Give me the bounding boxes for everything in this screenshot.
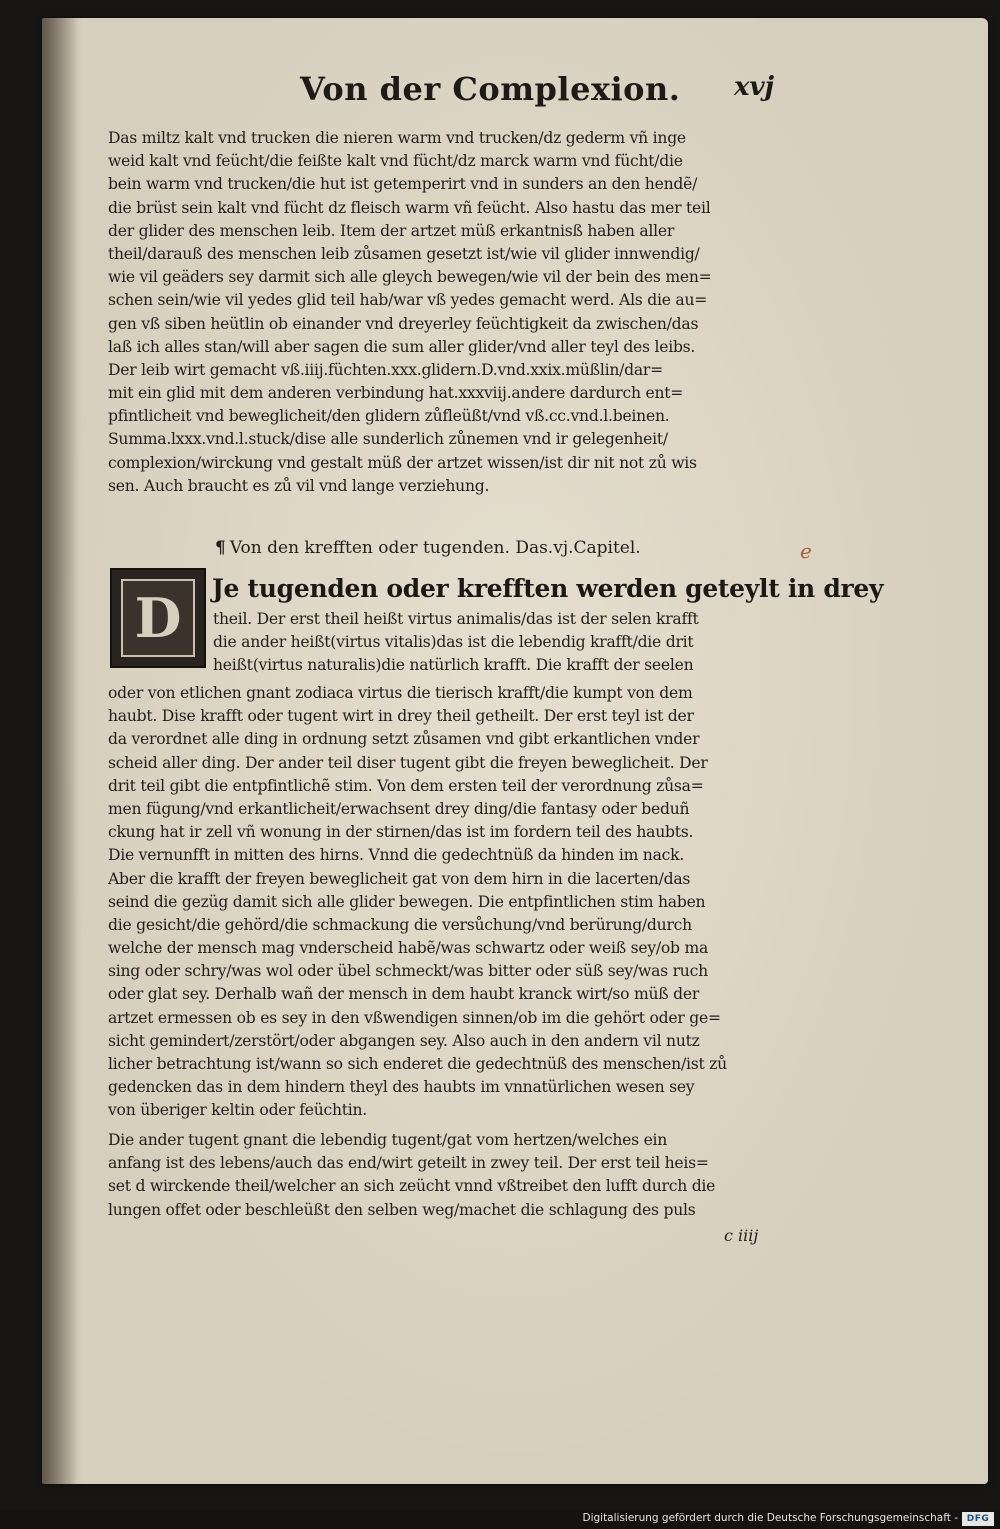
text-line: die ander heißt(virtus vitalis)das ist die lebendig krafft/die drit [213, 633, 694, 652]
text-line: gedencken das in dem hindern theyl des haubts im vnnatürlichen wesen sey [108, 1078, 695, 1097]
text-line: wie vil geäders sey darmit sich alle gleych bewegen/wie vil der bein des men= [108, 268, 712, 287]
text-line: men fügung/vnd erkantlicheit/erwachsent drey ding/die fantasy oder beduñ [108, 799, 690, 818]
text-line: theil/darauß des menschen leib zůsamen gesetzt ist/wie vil glider innwendig/ [108, 244, 700, 263]
text-line: von überiger keltin oder feüchtin. [108, 1101, 368, 1120]
text-line: sen. Auch braucht es zů vil vnd lange verziehung. [108, 476, 490, 495]
text-line: oder glat sey. Derhalb wañ der mensch in dem haubt kranck wirt/so müß der [108, 985, 700, 1004]
text-line: da verordnet alle ding in ordnung setzt zůsamen vnd gibt erkantlichen vnder [108, 730, 700, 749]
text-line: weid kalt vnd feücht/die feißte kalt vnd fücht/dz marck warm vnd fücht/die [108, 152, 683, 171]
text-line: Die vernunfft in mitten des hirns. Vnnd die gedechtnüß da hinden im nack. [108, 846, 685, 865]
second-paragraph [108, 1129, 798, 1222]
pilcrow-icon: ¶ [215, 538, 226, 558]
text-line: Die ander tugent gnant die lebendig tugent/gat vom hertzen/welches ein [108, 1131, 668, 1149]
decorated-initial [110, 568, 206, 668]
text-line: ckung hat ir zell vñ wonung in der stirnen/das ist im fordern teil des haubts. [108, 823, 694, 842]
text-line: licher betrachtung ist/wann so sich enderet die gedechtnüß des menschen/ist zů [108, 1055, 727, 1073]
text-line: pfintlicheit vnd beweglicheit/den glidern zůfleüßt/vnd vß.cc.vnd.l.beinen. [108, 407, 670, 426]
text-line: oder von etlichen gnant zodiaca virtus die tierisch krafft/die kumpt von dem [108, 684, 693, 702]
text-line: heißt(virtus naturalis)die natürlich krafft. Die krafft der seelen [213, 656, 694, 675]
text-line: set d wirckende theil/welcher an sich zeücht vnnd vßtreibet den lufft durch die [108, 1177, 716, 1196]
text-line: drit teil gibt die entpfintlichẽ stim. Von dem ersten teil der verordnung zůsa= [108, 776, 704, 795]
text-line: sicht gemindert/zerstört/oder abgangen sey. Also auch in den andern vil nutz [108, 1031, 700, 1050]
text-line: mit ein glid mit dem anderen verbindung hat.xxxviij.andere dardurch ent= [108, 384, 684, 403]
folio-number: xvj [734, 72, 775, 102]
running-title: Von der Complexion. [300, 70, 681, 108]
text-line: die brüst sein kalt vnd fücht dz fleisch warm vñ feücht. Also hastu das mer teil [108, 198, 711, 217]
text-line: scheid aller ding. Der ander teil diser tugent gibt die freyen beweglicheit. Der [108, 753, 708, 772]
body-text-top [108, 127, 798, 498]
text-line: die gesicht/die gehörd/die schmackung die versůchung/vnd berürung/durch [108, 915, 692, 934]
text-line: sing oder schry/was wol oder übel schmeckt/was bitter oder süß sey/was ruch [108, 962, 708, 981]
indented-text [213, 608, 798, 678]
digitization-footer [0, 1509, 1000, 1529]
text-line: Das miltz kalt vnd trucken die nieren warm vnd trucken/dz gederm vñ inge [108, 129, 686, 147]
chapter-heading [215, 538, 641, 558]
initial-letter: D [134, 586, 182, 650]
initial-frame [121, 579, 195, 657]
footer-credit: Digitalisierung gefördert durch die Deutsche Forschungsgemeinschaft - [582, 1512, 958, 1524]
margin-mark: e [800, 539, 812, 563]
chapter-heading-text: Von den krefften oder tugenden. Das.vj.Capitel. [229, 538, 641, 558]
text-line: Summa.lxxx.vnd.l.stuck/dise alle sunderlich zůnemen vnd ir gelegenheit/ [108, 430, 668, 449]
text-line: der glider des menschen leib. Item der artzet müß erkantnisß haben aller [108, 221, 675, 240]
text-line: haubt. Dise krafft oder tugent wirt in drey theil getheilt. Der erst teyl ist der [108, 707, 694, 726]
chapter-first-line: Je tugenden oder krefften werden geteylt in drey [212, 574, 884, 603]
text-line: artzet ermessen ob es sey in den vßwendigen sinnen/ob im die gehört oder ge= [108, 1008, 721, 1027]
text-line: laß ich alles stan/will aber sagen die sum aller glider/vnd aller teyl des leibs. [108, 337, 696, 356]
text-line: lungen offet oder beschleüßt den selben weg/machet die schlagung des puls [108, 1200, 696, 1219]
text-line: schen sein/wie vil yedes glid teil hab/war vß yedes gemacht werd. Als die au= [108, 291, 708, 310]
signature-mark: c iiij [724, 1226, 759, 1245]
text-line: welche der mensch mag vnderscheid habẽ/was schwartz oder weiß sey/ob ma [108, 939, 709, 958]
text-line: seind die gezüg damit sich alle glider bewegen. Die entpfintlichen stim haben [108, 892, 706, 911]
text-line: complexion/wirckung vnd gestalt müß der artzet wissen/ist dir nit not zů wis [108, 453, 697, 472]
text-line: bein warm vnd trucken/die hut ist getemperirt vnd in sunders an den hendẽ/ [108, 175, 698, 194]
text-line: Der leib wirt gemacht vß.iiij.füchten.xxx.glidern.D.vnd.xxix.müßlin/dar= [108, 360, 663, 379]
text-line: theil. Der erst theil heißt virtus animalis/das ist der selen krafft [213, 610, 699, 628]
text-line: Aber die krafft der freyen beweglicheit gat von dem hirn in die lacerten/das [108, 869, 691, 888]
text-line: anfang ist des lebens/auch das end/wirt geteilt in zwey teil. Der erst teil heis= [108, 1154, 709, 1173]
chapter-body [108, 682, 798, 1123]
dfg-logo: DFG [962, 1512, 994, 1526]
text-line: gen vß siben heütlin ob einander vnd dreyerley feüchtigkeit da zwischen/das [108, 314, 699, 333]
